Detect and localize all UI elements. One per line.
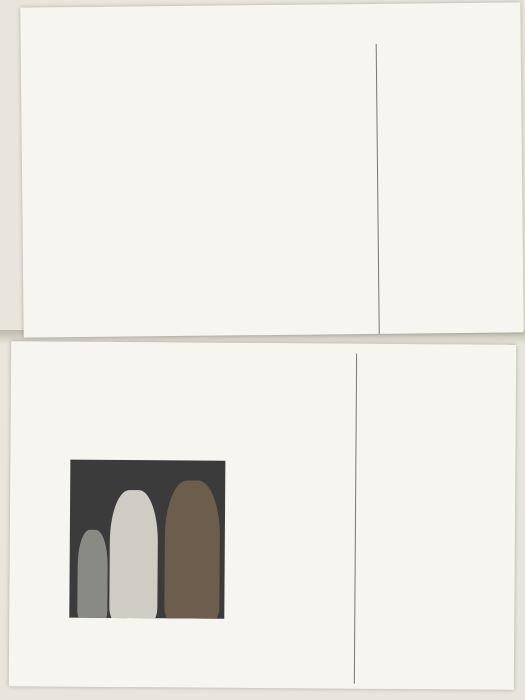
photo-shogi-players: [69, 460, 225, 619]
photo-caption: [208, 463, 223, 613]
article-headline: [127, 71, 149, 261]
person-figure-center: [109, 490, 158, 619]
column-divider-top: [376, 44, 380, 334]
notes-subheader: [477, 108, 494, 238]
person-figure-left: [77, 530, 108, 619]
bottom-page: [9, 341, 516, 690]
top-page: [20, 2, 523, 337]
notes-header: [497, 72, 514, 212]
column-divider-bottom: [354, 354, 357, 684]
body-column-top: [20, 112, 123, 303]
